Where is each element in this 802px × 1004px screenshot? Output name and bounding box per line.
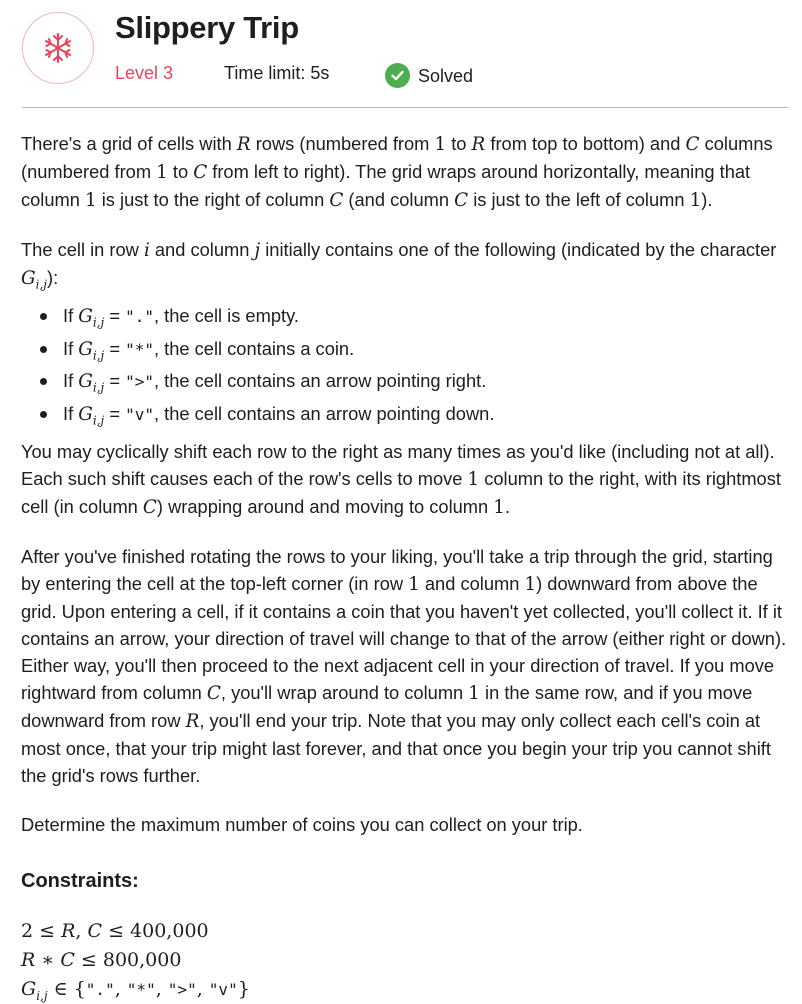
statement-paragraph-4: After you've finished rotating the rows to your liking, you'll take a trip through the grid, starting by entering the cell at the top-left corner (in row 1 and column 1) downward from above the grid. Upon entering a cell, if it contains a coin that you haven't yet collected, you'll collect it. If it contains an arrow, your direction of travel will change to that of the arrow (either right or down). Either way, you'll then proceed to the next adjacent cell in your direction of travel. If you move rightward from column C, you'll wrap around to column 1 in the same row, and if you move downward from row R, you'll end your trip. Note that you may only collect each cell's coin at most once, that your trip might last forever, and that once you begin your trip you cannot shift the grid's rows further.	[21, 546, 787, 786]
constraint-line-3: $G_{i,j}$ ∈ {".", "*", ">", "v"}	[21, 978, 250, 1003]
solved-status-label: Solved	[418, 65, 474, 86]
problem-header	[0, 0, 802, 108]
constraint-line-1: 2 ≤ R, C ≤ 400,000	[21, 920, 209, 942]
snowflake-icon	[40, 30, 76, 66]
constraint-line-2: R ∗ C ≤ 800,000	[21, 949, 182, 971]
time-limit-label: Time limit: 5s	[224, 63, 330, 83]
level-label: Level 3	[115, 63, 174, 83]
list-item: If $G_{i,j}$ = "*", the cell contains a coin.	[63, 333, 791, 366]
cell-rules-list	[21, 300, 791, 430]
check-circle-icon	[385, 63, 410, 88]
list-item: If $G_{i,j}$ = ".", the cell is empty.	[63, 300, 791, 333]
statement-paragraph-5: Determine the maximum number of coins you can collect on your trip.	[21, 814, 583, 835]
list-item: If $G_{i,j}$ = "v", the cell contains an arrow pointing down.	[63, 398, 791, 431]
problem-statement	[21, 130, 791, 1004]
statement-paragraph-1: There's a grid of cells with R rows (numbered from 1 to R from top to bottom) and C columns (numbered from 1 to C from left to right). The grid wraps around horizontally, meaning that column 1 is just to the right of column C (and column C is just to the left of column 1).	[21, 133, 773, 211]
statement-paragraph-2: The cell in row i and column j initially contains one of the following (indicated by the character $G_{i,j}$):	[21, 239, 777, 292]
statement-paragraph-3: You may cyclically shift each row to the right as many times as you'd like (including not at all). Each such shift causes each of the row's cells to move 1 column to the right, with its rightmost cell (in column C) wrapping around and moving to column 1.	[21, 441, 781, 518]
header-divider	[22, 107, 788, 108]
list-item: If $G_{i,j}$ = ">", the cell contains an arrow pointing right.	[63, 365, 791, 398]
constraints-heading: Constraints:	[21, 870, 139, 892]
solved-status	[385, 63, 473, 88]
page-title: Slippery Trip	[115, 10, 299, 45]
level-badge	[22, 12, 94, 84]
